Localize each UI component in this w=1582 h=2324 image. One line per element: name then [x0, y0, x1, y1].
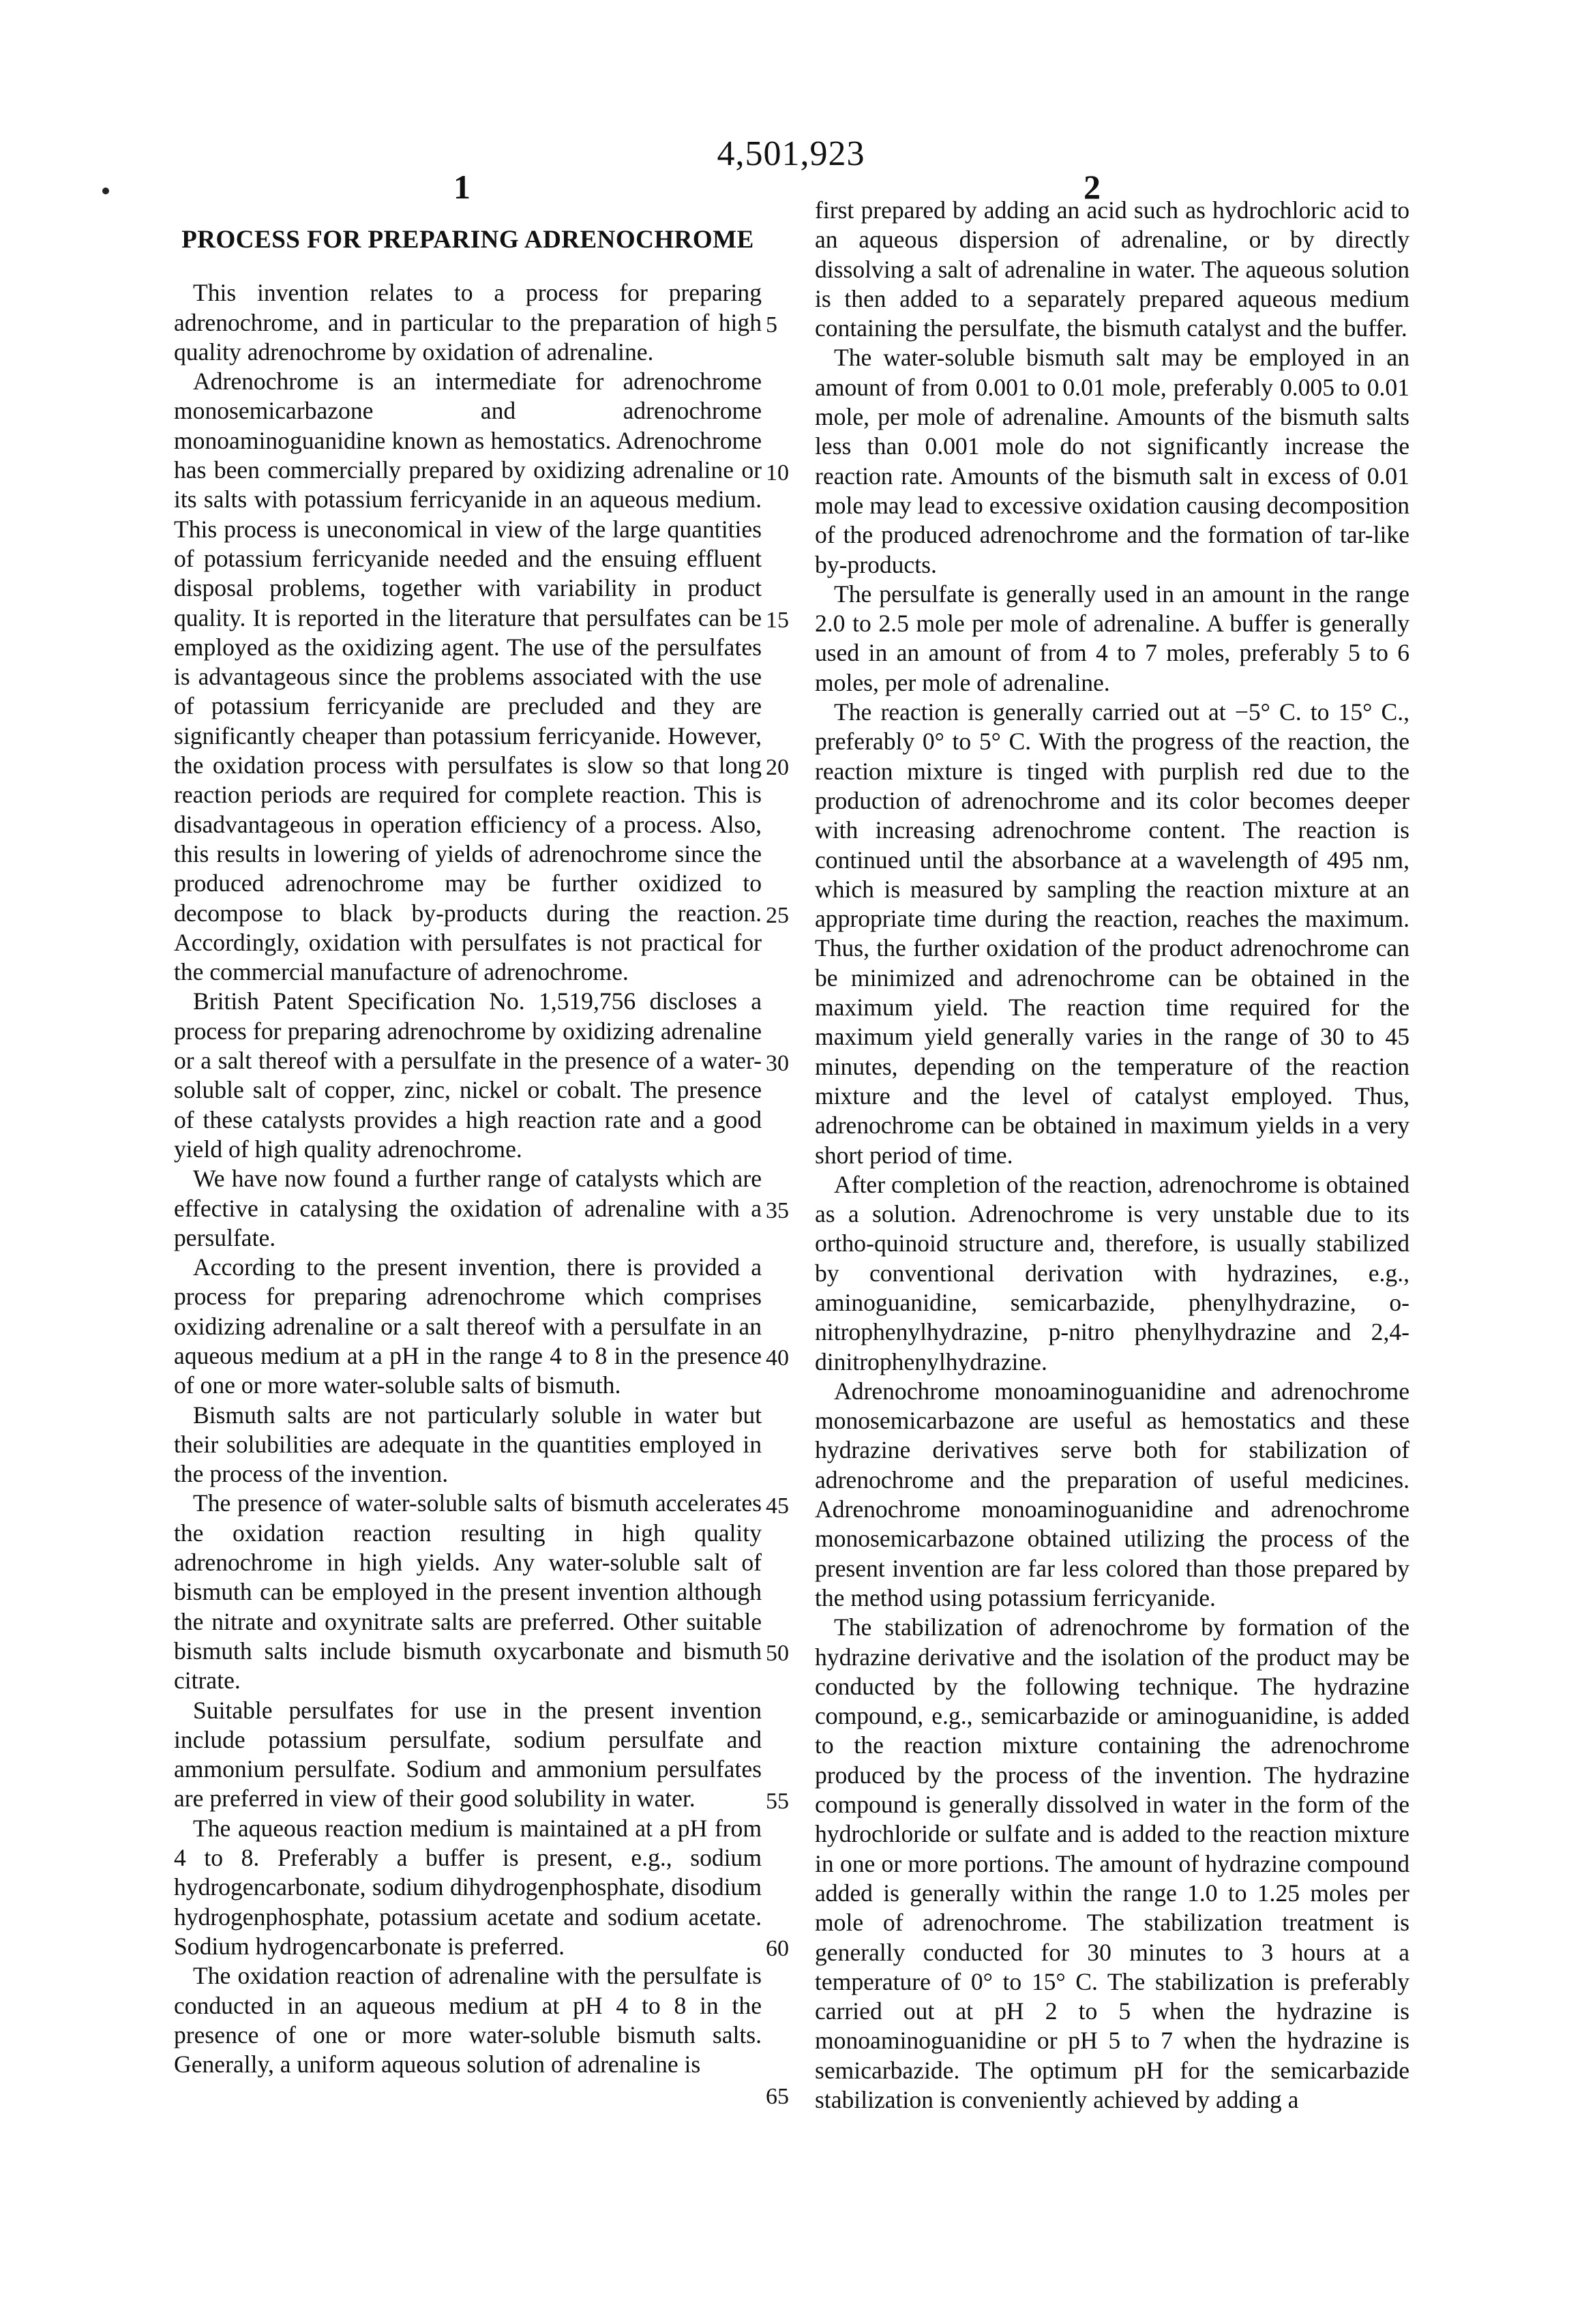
line-number: 50	[766, 1641, 789, 1666]
document-title: PROCESS FOR PREPARING ADRENOCHROME	[181, 226, 754, 254]
line-number: 10	[766, 460, 789, 486]
paragraph: The reaction is generally carried out at −5° C. to 15° C., preferably 0° to 5° C. With the progress of the reaction, the reaction mixture is tinged with purplish red due to the production of adrenochrome and its color becomes deeper with increasing adrenochrome content. The reaction is continued until the absorbance at a wavelength of 495 nm, which is measured by sampling the reaction mixture at an appropriate time during the reaction, reaches the maximum. Thus, the further oxidation of the product adrenochrome can be minimized and adrenochrome can be obtained in the maximum yield. The reaction time required for the maximum yield generally varies in the range of 30 to 45 minutes, depending on the temperature of the reaction mixture and the level of catalyst employed. Thus, adrenochrome can be obtained in maximum yields in a very short period of time.	[815, 698, 1409, 1169]
paragraph: Adrenochrome is an intermediate for adrenochrome monosemicarbazone and adrenochrome monoaminoguanidine known as hemostatics. Adrenochrome has been commercially prepared by oxidizing adrenaline or its salts with potassium ferricyanide in an aqueous medium. This process is uneconomical in view of the large quantities of potassium ferricyanide needed and the ensuing effluent disposal problems, together with variability in product quality. It is reported in the literature that persulfates can be employed as the oxidizing agent. The use of the persulfates is advantageous since the problems associated with the use of potassium ferricyanide are precluded and they are significantly cheaper than potassium ferricyanide. However, the oxidation process with persulfates is slow so that long reaction periods are required for complete reaction. This is disadvantageous in operation efficiency of a process. Also, this results in lowering of yields of adrenochrome since the produced adrenochrome may be further oxidized to decompose to black by-products during the reaction. Accordingly, oxidation with persulfates is not practical for the commercial manufacture of adrenochrome.	[174, 368, 762, 986]
column-number-right: 2	[1084, 168, 1101, 206]
line-number: 5	[766, 312, 777, 338]
line-number-gutter	[766, 0, 807, 2324]
paragraph: The water-soluble bismuth salt may be employed in an amount of from 0.001 to 0.01 mole, preferably 0.005 to 0.01 mole, per mole of adrenaline. Amounts of the bismuth salts less than 0.001 mole do not significantly increase the reaction rate. Amounts of the bismuth salt in excess of 0.01 mole may lead to excessive oxidation causing decomposition of the produced adrenochrome and the formation of tar-like by-products.	[815, 344, 1409, 578]
line-number: 45	[766, 1493, 789, 1519]
line-number: 20	[766, 755, 789, 780]
line-number: 55	[766, 1789, 789, 1814]
paragraph: Adrenochrome monoaminoguanidine and adrenochrome monosemicarbazone are useful as hemostatics and these hydrazine derivatives serve both for stabilization of adrenochrome and the preparation of useful medicines. Adrenochrome monoaminoguanidine and adrenochrome monosemicarbazone obtained utilizing the process of the present invention are far less colored than those prepared by the method using potassium ferricyanide.	[815, 1377, 1409, 1611]
line-number: 25	[766, 903, 789, 928]
line-number: 60	[766, 1936, 789, 1961]
line-number: 40	[766, 1345, 789, 1371]
column-number-left: 1	[453, 168, 471, 206]
line-number: 30	[766, 1051, 789, 1076]
paragraph: British Patent Specification No. 1,519,756 discloses a process for preparing adrenochrome by oxidizing adrenaline or a salt thereof with a persulfate in the presence of a water-soluble salt of copper, zinc, nickel or cobalt. The presence of these catalysts provides a high reaction rate and a good yield of high quality adrenochrome.	[174, 987, 762, 1163]
paragraph: According to the present invention, there is provided a process for preparing adrenochrome which comprises oxidizing adrenaline or a salt thereof with a persulfate in an aqueous medium at a pH in the range 4 to 8 in the presence of one or more water-soluble salts of bismuth.	[174, 1253, 762, 1399]
line-number: 65	[766, 2084, 789, 2109]
left-column	[174, 225, 762, 2079]
paragraph: The aqueous reaction medium is maintained at a pH from 4 to 8. Preferably a buffer is present, e.g., sodium hydrogencarbonate, sodium dihydrogenphosphate, disodium hydrogenphosphate, potassium acetate and sodium acetate. Sodium hydrogencarbonate is preferred.	[174, 1814, 762, 1960]
margin-dot	[102, 188, 109, 194]
paragraph: This invention relates to a process for preparing adrenochrome, and in particular to the preparation of high quality adrenochrome by oxidation of adrenaline.	[174, 279, 762, 366]
line-number: 15	[766, 608, 789, 633]
paragraph: We have now found a further range of catalysts which are effective in catalysing the oxidation of adrenaline with a persulfate.	[174, 1165, 762, 1251]
right-column	[815, 196, 1409, 2115]
paragraph: The presence of water-soluble salts of bismuth accelerates the oxidation reaction resulting in high quality adrenochrome in high yields. Any water-soluble salt of bismuth can be employed in the present invention although the nitrate and oxynitrate salts are preferred. Other suitable bismuth salts include bismuth oxycarbonate and bismuth citrate.	[174, 1489, 762, 1695]
paragraph-continuation: first prepared by adding an acid such as hydrochloric acid to an aqueous dispersion of adrenaline, or by directly dissolving a salt of adrenaline in water. The aqueous solution is then added to a separately prepared aqueous medium containing the persulfate, the bismuth catalyst and the buffer.	[815, 196, 1409, 342]
patent-number: 4,501,923	[717, 134, 865, 173]
paragraph: Suitable persulfates for use in the present invention include potassium persulfate, sodium persulfate and ammonium persulfate. Sodium and ammonium persulfates are preferred in view of their good solubility in water.	[174, 1696, 762, 1813]
paragraph: After completion of the reaction, adrenochrome is obtained as a solution. Adrenochrome is very unstable due to its ortho-quinoid structure and, therefore, is usually stabilized by conventional derivation with hydrazines, e.g., aminoguanidine, semicarbazide, phenylhydrazine, o-nitrophenylhydrazine, p-nitro phenylhydrazine and 2,4-dinitrophenylhydrazine.	[815, 1170, 1409, 1375]
line-number: 35	[766, 1198, 789, 1223]
paragraph: The oxidation reaction of adrenaline with the persulfate is conducted in an aqueous medium at pH 4 to 8 in the presence of one or more water-soluble bismuth salts. Generally, a uniform aqueous solution of adrenaline is	[174, 1962, 762, 2079]
paragraph: The persulfate is generally used in an amount in the range 2.0 to 2.5 mole per mole of adrenaline. A buffer is generally used in an amount of from 4 to 7 moles, preferably 5 to 6 moles, per mole of adrenaline.	[815, 580, 1409, 696]
paragraph: Bismuth salts are not particularly soluble in water but their solubilities are adequate in the quantities employed in the process of the invention.	[174, 1401, 762, 1488]
paragraph: The stabilization of adrenochrome by formation of the hydrazine derivative and the isolation of the product may be conducted by the following technique. The hydrazine compound, e.g., semicarbazide or aminoguanidine, is added to the reaction mixture containing the adrenochrome produced by the process of the invention. The hydrazine compound is generally dissolved in water in the form of the hydrochloride or sulfate and is added to the reaction mixture in one or more portions. The amount of hydrazine compound added is generally within the range 1.0 to 1.25 moles per mole of adrenochrome. The stabilization treatment is generally conducted for 30 minutes to 3 hours at a temperature of 0° to 15° C. The stabilization is preferably carried out at pH 2 to 5 when the hydrazine is monoaminoguanidine or pH 5 to 7 when the hydrazine is semicarbazide. The optimum pH for the semicarbazide stabilization is conveniently achieved by adding a	[815, 1613, 1409, 2113]
